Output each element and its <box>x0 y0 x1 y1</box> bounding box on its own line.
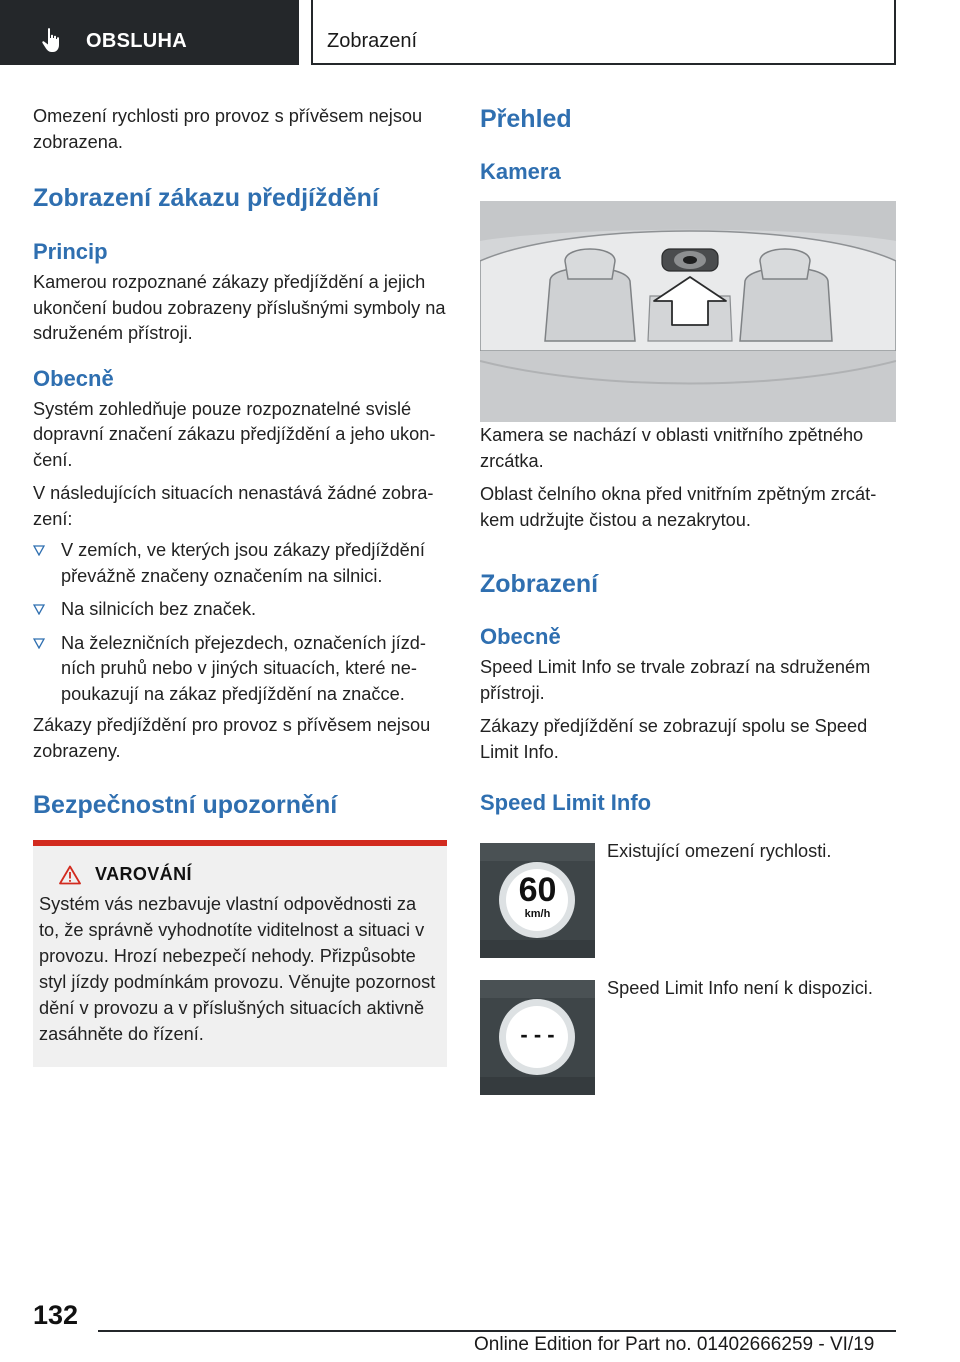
warning-title: VAROVÁNÍ <box>95 864 192 884</box>
warning-text: Systém vás nezbavuje vlastní odpovědnosti za to, že správně vyhodnotíte viditelnost a situaci v provozu. Hrozí nebezpečí nehody. Přizpůsobte styl jízdy podmínkám provozu. Věnujte pozornost dění v provozu a v příslušných situacích aktivně zasáhněte do řízení. <box>39 894 436 1044</box>
heading-zobrazeni: Zobrazení <box>480 570 599 598</box>
speed-limit-unavailable-value: - - - <box>520 1022 555 1047</box>
triangle-bullet-icon <box>33 604 45 615</box>
speed-limit-caption-1: Existující omezení rychlosti. <box>607 841 832 861</box>
obecne-text-right-2: Zákazy předjíždění se zobrazují spolu se Speed Limit Info. <box>480 716 868 762</box>
heading-overtaking-display: Zobrazení zákazu předjíždění <box>33 184 379 212</box>
triangle-bullet-icon <box>33 545 45 556</box>
situations-list <box>33 538 447 707</box>
edition-text: Online Edition for Part no. 01402666259 - VI/19 <box>474 1334 875 1355</box>
section-tab <box>0 0 299 65</box>
hand-pointer-icon <box>40 27 64 53</box>
camera-location-illustration <box>480 201 896 422</box>
speed-limit-unavailable-image <box>480 980 595 1095</box>
obecne-text-left: Systém zohledňuje pouze rozpoznatelné svislé dopravní značení zákazu předjíždění a jeho ukončení. <box>33 398 436 470</box>
triangle-bullet-icon <box>33 638 45 649</box>
princip-text: Kamerou rozpoznané zákazy předjíždění a jejich ukončení budou zobrazeny příslušnými symboly na sdruženém přístroji. <box>33 272 446 343</box>
page-number: 132 <box>33 1300 79 1330</box>
warning-box <box>33 840 447 1067</box>
list-item: Na železničních přejezdech, označeních jízdních pruhů nebo v jiných situacích, které nepoukazují na zákaz předjíždění na značce. <box>33 631 447 708</box>
trailer-note: Zákazy předjíždění pro provoz s přívěsem nejsou zobrazeny. <box>33 715 431 761</box>
heading-obecne-left: Obecně <box>33 365 114 391</box>
speed-limit-caption-2: Speed Limit Info není k dispozici. <box>607 978 873 998</box>
list-item: V zemích, ve kterých jsou zákazy předjíždění převážně značeny označením na silnici. <box>33 538 447 589</box>
left-column <box>33 104 447 1067</box>
obecne-text-right-1: Speed Limit Info se trvale zobrazí na sdruženém přístroji. <box>480 657 871 703</box>
intro-text: Omezení rychlosti pro provoz s přívěsem nejsou zobrazena. <box>33 106 423 152</box>
speed-limit-unit: km/h <box>524 908 551 920</box>
heading-obecne-right: Obecně <box>480 624 561 649</box>
chapter-label: Zobrazení <box>327 30 418 52</box>
kamera-text-1: Kamera se nachází v oblasti vnitřního zpětného zrcátka. <box>480 425 864 471</box>
warning-header <box>59 864 439 885</box>
speed-limit-sign-image <box>480 843 595 958</box>
speed-limit-value: 60 <box>518 871 557 909</box>
chapter-tab <box>311 0 896 65</box>
warning-triangle-icon <box>59 865 81 885</box>
heading-safety: Bezpečnostní upozornění <box>33 791 338 819</box>
list-item: Na silnicích bez značek. <box>33 597 447 623</box>
heading-princip: Princip <box>33 239 108 264</box>
heading-kamera: Kamera <box>480 159 561 184</box>
section-label: OBSLUHA <box>86 30 187 52</box>
footer-divider <box>98 1330 896 1332</box>
situations-intro: V následujících situacích nenastává žádné zobrazení: <box>33 483 434 529</box>
heading-speed-limit-info: Speed Limit Info <box>480 790 652 815</box>
heading-prehled: Přehled <box>480 105 572 133</box>
kamera-text-2: Oblast čelního okna před vnitřním zpětným zrcátkem udržujte čistou a nezakrytou. <box>480 484 877 530</box>
